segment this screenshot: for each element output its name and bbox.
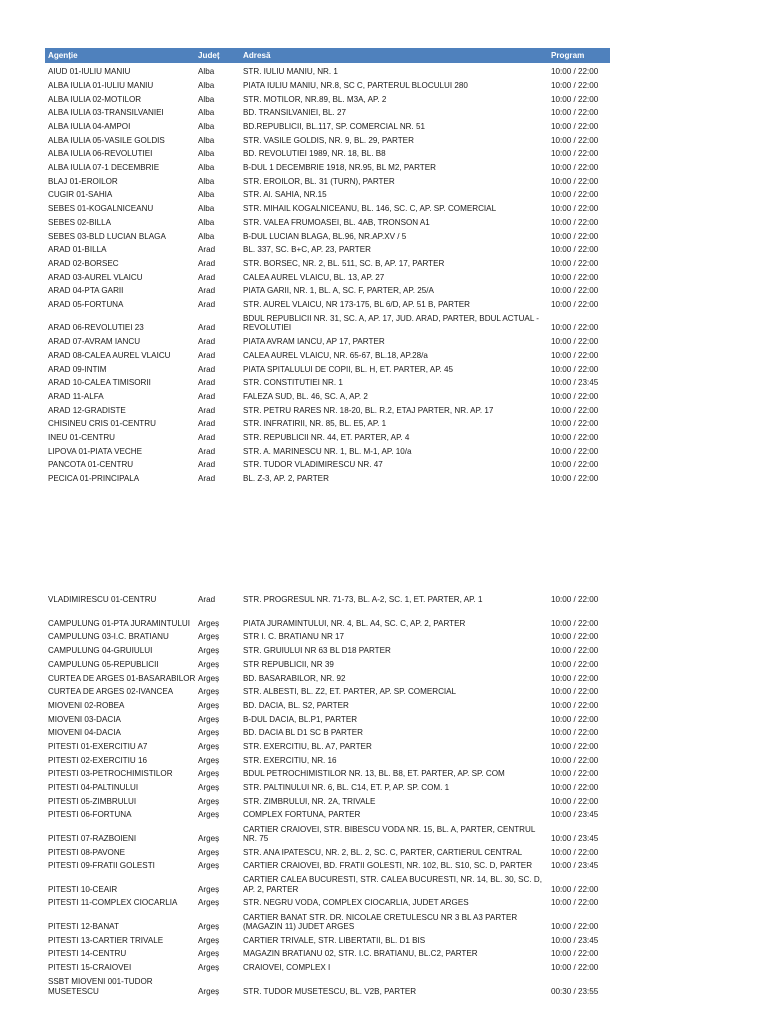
header-judet: Județ [195, 48, 240, 63]
cell-agentie: AIUD 01-IULIU MANIU [48, 67, 131, 77]
cell-adresa: B-DUL LUCIAN BLAGA, BL.96, NR.AP.XV / 5 [243, 231, 407, 241]
cell-program: 10:00 / 22:00 [551, 190, 599, 200]
cell-program: 10:00 / 22:00 [551, 446, 599, 456]
cell-adresa: CARTIER CRAIOVEI, STR. BIBESCU VODA NR. 15, BL. A, PARTER, CENTRUL NR. 75 [243, 824, 536, 843]
cell-program: 10:00 / 22:00 [551, 632, 599, 642]
cell-adresa: BD. TRANSILVANIEI, BL. 27 [243, 108, 347, 118]
cell-adresa: COMPLEX FORTUNA, PARTER [243, 810, 361, 820]
table-row [45, 697, 610, 711]
table-row [45, 642, 610, 656]
table-row [45, 894, 610, 908]
cell-judet: Argeș [198, 632, 220, 642]
table-row [45, 857, 610, 871]
table-row [45, 470, 610, 484]
cell-program: 10:00 / 22:00 [551, 755, 599, 765]
cell-judet: Arad [198, 337, 216, 347]
cell-program: 10:00 / 22:00 [551, 337, 599, 347]
cell-judet: Alba [198, 163, 215, 173]
cell-agentie: MIOVENI 02-ROBEA [48, 700, 125, 710]
cell-judet: Argeș [198, 728, 220, 738]
cell-agentie: PITESTI 06-FORTUNA [48, 810, 132, 820]
cell-adresa: STR. EXERCITIU, NR. 16 [243, 755, 337, 765]
cell-adresa: PIATA IULIU MANIU, NR.8, SC C, PARTERUL BLOCULUI 280 [243, 80, 468, 90]
cell-adresa: BL. 337, SC. B+C, AP. 23, PARTER [243, 245, 371, 255]
cell-program: 10:00 / 22:00 [551, 474, 599, 484]
table-row [45, 241, 610, 255]
cell-judet: Argeș [198, 847, 220, 857]
cell-judet: Alba [198, 80, 215, 90]
cell-adresa: STR. EXERCITIU, BL. A7, PARTER [243, 741, 372, 751]
cell-program: 10:00 / 23:45 [551, 378, 599, 388]
cell-agentie: CAMPULUNG 01-PTA JURAMINTULUI [48, 618, 190, 628]
cell-judet: Argeș [198, 935, 220, 945]
cell-agentie: MIOVENI 04-DACIA [48, 728, 121, 738]
table-row [45, 77, 610, 91]
cell-adresa: STR. IULIU MANIU, NR. 1 [243, 67, 338, 77]
cell-agentie: ARAD 08-CALEA AUREL VLAICU [48, 350, 171, 360]
table-row [45, 779, 610, 793]
cell-program: 10:00 / 22:00 [551, 618, 599, 628]
cell-adresa: STR. TUDOR MUSETESCU, BL. V2B, PARTER [243, 986, 417, 996]
cell-judet: Alba [198, 108, 215, 118]
cell-judet: Alba [198, 122, 215, 132]
cell-agentie: ARAD 05-FORTUNA [48, 299, 124, 309]
cell-program: 10:00 / 22:00 [551, 272, 599, 282]
table-row [45, 959, 610, 973]
cell-program: 10:00 / 22:00 [551, 728, 599, 738]
cell-agentie: PITESTI 09-FRATII GOLESTI [48, 861, 155, 871]
cell-judet: Argeș [198, 618, 220, 628]
cell-agentie: CAMPULUNG 04-GRUIULUI [48, 646, 153, 656]
table-row [45, 200, 610, 214]
cell-adresa: STR. GRUIULUI NR 63 BL D18 PARTER [243, 646, 391, 656]
table-row [45, 683, 610, 697]
cell-agentie: ARAD 03-AUREL VLAICU [48, 272, 143, 282]
table-row [45, 360, 610, 374]
cell-program: 10:00 / 22:00 [551, 204, 599, 214]
cell-agentie: CAMPULUNG 05-REPUBLICII [48, 659, 159, 669]
cell-program: 10:00 / 22:00 [551, 94, 599, 104]
cell-program: 10:00 / 22:00 [551, 700, 599, 710]
cell-adresa: STR. EROILOR, BL. 31 (TURN), PARTER [243, 176, 395, 186]
cell-agentie: CUGIR 01-SAHIA [48, 190, 113, 200]
cell-judet: Argeș [198, 884, 220, 894]
cell-judet: Argeș [198, 921, 220, 931]
table-row [45, 401, 610, 415]
cell-agentie: ARAD 10-CALEA TIMISORII [48, 378, 151, 388]
cell-agentie: SEBES 03-BLD LUCIAN BLAGA [48, 231, 166, 241]
cell-agentie: PITESTI 11-COMPLEX CIOCARLIA [48, 898, 178, 908]
cell-judet: Argeș [198, 986, 220, 996]
cell-agentie: ALBA IULIA 02-MOTILOR [48, 94, 142, 104]
cell-program: 10:00 / 22:00 [551, 364, 599, 374]
cell-agentie: LIPOVA 01-PIATA VECHE [48, 446, 143, 456]
cell-adresa: STR. ANA IPATESCU, NR. 2, BL. 2, SC. C, PARTER, CARTIERUL CENTRAL [243, 847, 523, 857]
cell-agentie: SEBES 02-BILLA [48, 217, 111, 227]
cell-program: 10:00 / 22:00 [551, 323, 599, 333]
cell-adresa: STR. INFRATIRII, NR. 85, BL. E5, AP. 1 [243, 419, 387, 429]
cell-agentie: BLAJ 01-EROILOR [48, 176, 118, 186]
cell-program: 10:00 / 22:00 [551, 231, 599, 241]
table-row [45, 724, 610, 738]
cell-program: 10:00 / 22:00 [551, 299, 599, 309]
agency-table-top [45, 48, 610, 483]
table-row [45, 255, 610, 269]
cell-adresa: B-DUL 1 DECEMBRIE 1918, NR.95, BL M2, PARTER [243, 163, 436, 173]
cell-program: 10:00 / 22:00 [551, 163, 599, 173]
cell-program: 10:00 / 22:00 [551, 595, 599, 605]
cell-agentie: ALBA IULIA 04-AMPOI [48, 122, 131, 132]
cell-judet: Argeș [198, 769, 220, 779]
cell-program: 10:00 / 23:45 [551, 810, 599, 820]
cell-judet: Argeș [198, 810, 220, 820]
cell-agentie: PITESTI 12-BANAT [48, 921, 119, 931]
cell-judet: Alba [198, 135, 215, 145]
cell-adresa: STR. BORSEC, NR. 2, BL. 511, SC. B, AP. 17, PARTER [243, 258, 445, 268]
cell-program: 10:00 / 22:00 [551, 949, 599, 959]
table-row [45, 347, 610, 361]
cell-program: 10:00 / 22:00 [551, 122, 599, 132]
cell-adresa: STR. ALBESTI, BL. Z2, ET. PARTER, AP. SP. COMERCIAL [243, 687, 457, 697]
cell-adresa: BDUL REPUBLICII NR. 31, SC. A, AP. 17, JUD. ARAD, PARTER, BDUL ACTUAL - REVOLUTIEI [243, 314, 539, 333]
cell-program: 10:00 / 22:00 [551, 286, 599, 296]
table-row [45, 333, 610, 347]
cell-program: 10:00 / 22:00 [551, 659, 599, 669]
cell-agentie: ALBA IULIA 01-IULIU MANIU [48, 80, 154, 90]
table-row [45, 931, 610, 945]
cell-adresa: STR. ZIMBRULUI, NR. 2A, TRIVALE [243, 796, 376, 806]
cell-agentie: MIOVENI 03-DACIA [48, 714, 121, 724]
cell-adresa: CARTIER TRIVALE, STR. LIBERTATII, BL. D1 BIS [243, 935, 426, 945]
cell-agentie: PITESTI 02-EXERCITIU 16 [48, 755, 147, 765]
table-row [45, 227, 610, 241]
cell-judet: Arad [198, 258, 216, 268]
cell-adresa: CALEA AUREL VLAICU, NR. 65-67, BL.18, AP.28/a [243, 350, 428, 360]
table-row [45, 118, 610, 132]
cell-program: 10:00 / 22:00 [551, 405, 599, 415]
cell-agentie: SEBES 01-KOGALNICEANU [48, 204, 154, 214]
cell-judet: Arad [198, 432, 216, 442]
table-header-row [45, 48, 610, 63]
cell-judet: Alba [198, 217, 215, 227]
cell-adresa: CARTIER CRAIOVEI, BD. FRATII GOLESTI, NR. 102, BL. S10, SC. D, PARTER [243, 861, 533, 871]
cell-agentie: PITESTI 05-ZIMBRULUI [48, 796, 137, 806]
table-row [45, 296, 610, 310]
cell-program: 10:00 / 23:45 [551, 935, 599, 945]
table-row [45, 309, 610, 333]
cell-judet: Argeș [198, 714, 220, 724]
cell-adresa: STR. CONSTITUTIEI NR. 1 [243, 378, 343, 388]
table-row [45, 843, 610, 857]
cell-program: 10:00 / 22:00 [551, 258, 599, 268]
cell-adresa: STR. PROGRESUL NR. 71-73, BL. A-2, SC. 1, ET. PARTER, AP. 1 [243, 595, 483, 605]
cell-program: 10:00 / 22:00 [551, 898, 599, 908]
table-row [45, 63, 610, 77]
cell-adresa: BD.REPUBLICII, BL.117, SP. COMERCIAL NR. 51 [243, 122, 426, 132]
cell-agentie: ARAD 02-BORSEC [48, 258, 119, 268]
cell-judet: Alba [198, 231, 215, 241]
cell-judet: Arad [198, 364, 216, 374]
cell-program: 10:00 / 22:00 [551, 217, 599, 227]
cell-judet: Arad [198, 419, 216, 429]
cell-agentie: PITESTI 13-CARTIER TRIVALE [48, 935, 164, 945]
table-body-top [45, 63, 610, 483]
cell-judet: Alba [198, 204, 215, 214]
cell-program: 10:00 / 23:45 [551, 833, 599, 843]
table-row [45, 669, 610, 683]
cell-adresa: BD. REVOLUTIEI 1989, NR. 18, BL. B8 [243, 149, 386, 159]
cell-program: 10:00 / 22:00 [551, 135, 599, 145]
cell-adresa: STR. PALTINULUI NR. 6, BL. C14, ET. P, AP. SP. COM. 1 [243, 783, 450, 793]
table-row [45, 765, 610, 779]
cell-program: 10:00 / 22:00 [551, 687, 599, 697]
cell-judet: Arad [198, 405, 216, 415]
cell-program: 10:00 / 22:00 [551, 391, 599, 401]
cell-judet: Alba [198, 190, 215, 200]
cell-judet: Argeș [198, 659, 220, 669]
cell-judet: Arad [198, 323, 216, 333]
cell-program: 00:30 / 23:55 [551, 986, 599, 996]
agency-table [45, 48, 610, 483]
table-row [45, 806, 610, 820]
cell-judet: Arad [198, 595, 216, 605]
cell-adresa: FALEZA SUD, BL. 46, SC. A, AP. 2 [243, 391, 368, 401]
cell-judet: Argeș [198, 833, 220, 843]
cell-adresa: STR. NEGRU VODA, COMPLEX CIOCARLIA, JUDET ARGES [243, 898, 469, 908]
cell-judet: Arad [198, 378, 216, 388]
table-row [45, 214, 610, 228]
cell-judet: Arad [198, 391, 216, 401]
cell-judet: Arad [198, 350, 216, 360]
cell-adresa: STR. Al. SAHIA, NR.15 [243, 190, 327, 200]
table-row [45, 945, 610, 959]
table-row [45, 429, 610, 443]
header-adresa: Adresă [240, 48, 548, 63]
cell-agentie: PANCOTA 01-CENTRU [48, 460, 134, 470]
cell-program: 10:00 / 22:00 [551, 963, 599, 973]
agency-table-continued [45, 591, 610, 996]
cell-program: 10:00 / 22:00 [551, 67, 599, 77]
cell-adresa: STR. PETRU RARES NR. 18-20, BL. R.2, ETAJ PARTER, NR. AP. 17 [243, 405, 494, 415]
cell-agentie: CURTEA DE ARGES 02-IVANCEA [48, 687, 174, 697]
cell-adresa: STR. A. MARINESCU NR. 1, BL. M-1, AP. 10/a [243, 446, 412, 456]
table-row [45, 456, 610, 470]
cell-judet: Argeș [198, 700, 220, 710]
table-row [45, 282, 610, 296]
cell-program: 10:00 / 22:00 [551, 350, 599, 360]
cell-agentie: CAMPULUNG 03-I.C. BRATIANU [48, 632, 169, 642]
table-row [45, 820, 610, 844]
cell-agentie: CURTEA DE ARGES 01-BASARABILOR [48, 673, 195, 683]
table-row [45, 751, 610, 765]
table-row [45, 972, 610, 996]
table-row [45, 442, 610, 456]
cell-adresa: PIATA AVRAM IANCU, AP 17, PARTER [243, 337, 385, 347]
cell-adresa: STR. MIHAIL KOGALNICEANU, BL. 146, SC. C, AP. SP. COMERCIAL [243, 204, 497, 214]
cell-adresa: PIATA GARII, NR. 1, BL. A, SC. F, PARTER, AP. 25/A [243, 286, 434, 296]
table-row [45, 186, 610, 200]
cell-agentie: SSBT MIOVENI 001-TUDOR MUSETESCU [48, 977, 153, 996]
cell-agentie: VLADIMIRESCU 01-CENTRU [48, 595, 157, 605]
cell-agentie: ARAD 11-ALFA [48, 391, 104, 401]
table-row [45, 591, 610, 605]
cell-adresa: BD. DACIA, BL. S2, PARTER [243, 700, 349, 710]
cell-agentie: ARAD 01-BILLA [48, 245, 107, 255]
cell-program: 10:00 / 23:45 [551, 861, 599, 871]
cell-adresa: CARTIER BANAT STR. DR. NICOLAE CRETULESCU NR 3 BL A3 PARTER (MAGAZIN 11) JUDET ARGES [243, 912, 518, 931]
cell-program: 10:00 / 22:00 [551, 921, 599, 931]
cell-program: 10:00 / 22:00 [551, 149, 599, 159]
cell-adresa: CARTIER CALEA BUCURESTI, STR. CALEA BUCURESTI, NR. 14, BL. 30, SC. D, AP. 2, PARTER [243, 875, 542, 894]
cell-agentie: ARAD 06-REVOLUTIEI 23 [48, 323, 144, 333]
cell-agentie: PITESTI 01-EXERCITIU A7 [48, 741, 148, 751]
cell-program: 10:00 / 22:00 [551, 714, 599, 724]
table-row [45, 628, 610, 642]
cell-agentie: INEU 01-CENTRU [48, 432, 116, 442]
cell-program: 10:00 / 22:00 [551, 460, 599, 470]
cell-judet: Alba [198, 94, 215, 104]
cell-adresa: PIATA SPITALULUI DE COPII, BL. H, ET. PARTER, AP. 45 [243, 364, 454, 374]
cell-agentie: PITESTI 07-RAZBOIENI [48, 833, 137, 843]
cell-judet: Arad [198, 245, 216, 255]
cell-adresa: BD. DACIA BL D1 SC B PARTER [243, 728, 363, 738]
cell-judet: Arad [198, 446, 216, 456]
cell-agentie: ARAD 12-GRADISTE [48, 405, 126, 415]
cell-judet: Argeș [198, 963, 220, 973]
cell-judet: Argeș [198, 646, 220, 656]
cell-judet: Argeș [198, 741, 220, 751]
cell-program: 10:00 / 22:00 [551, 847, 599, 857]
cell-adresa: BL. Z-3, AP. 2, PARTER [243, 474, 329, 484]
cell-agentie: ARAD 09-INTIM [48, 364, 107, 374]
header-program: Program [548, 48, 610, 63]
cell-agentie: PITESTI 14-CENTRU [48, 949, 127, 959]
cell-adresa: STR. MOTILOR, NR.89, BL. M3A, AP. 2 [243, 94, 387, 104]
cell-judet: Argeș [198, 796, 220, 806]
cell-agentie: ALBA IULIA 07-1 DECEMBRIE [48, 163, 160, 173]
cell-program: 10:00 / 22:00 [551, 673, 599, 683]
table-row [45, 738, 610, 752]
table-row [45, 131, 610, 145]
cell-adresa: BDUL PETROCHIMISTILOR NR. 13, BL. B8, ET. PARTER, AP. SP. COM [243, 769, 505, 779]
cell-adresa: BD. BASARABILOR, NR. 92 [243, 673, 346, 683]
cell-agentie: PITESTI 03-PETROCHIMISTILOR [48, 769, 173, 779]
cell-agentie: PITESTI 15-CRAIOVEI [48, 963, 132, 973]
table-row [45, 415, 610, 429]
cell-program: 10:00 / 22:00 [551, 741, 599, 751]
cell-judet: Arad [198, 474, 216, 484]
cell-program: 10:00 / 22:00 [551, 432, 599, 442]
cell-judet: Argeș [198, 673, 220, 683]
table-row [45, 605, 610, 629]
cell-adresa: STR. REPUBLICII NR. 44, ET. PARTER, AP. 4 [243, 432, 410, 442]
cell-adresa: PIATA JURAMINTULUI, NR. 4, BL. A4, SC. C, AP. 2, PARTER [243, 618, 466, 628]
table-row [45, 908, 610, 932]
cell-judet: Argeș [198, 755, 220, 765]
table-row [45, 173, 610, 187]
cell-program: 10:00 / 22:00 [551, 884, 599, 894]
cell-judet: Arad [198, 299, 216, 309]
table-row [45, 159, 610, 173]
cell-program: 10:00 / 22:00 [551, 108, 599, 118]
table-row [45, 268, 610, 282]
cell-agentie: ARAD 07-AVRAM IANCU [48, 337, 141, 347]
cell-agentie: ALBA IULIA 03-TRANSILVANIEI [48, 108, 164, 118]
cell-program: 10:00 / 22:00 [551, 646, 599, 656]
cell-adresa: STR. VASILE GOLDIS, NR. 9, BL. 29, PARTER [243, 135, 414, 145]
cell-judet: Argeș [198, 861, 220, 871]
cell-adresa: CALEA AUREL VLAICU, BL. 13, AP. 27 [243, 272, 385, 282]
cell-judet: Alba [198, 149, 215, 159]
cell-adresa: MAGAZIN BRATIANU 02, STR. I.C. BRATIANU, BL.C2, PARTER [243, 949, 478, 959]
table-row [45, 710, 610, 724]
table-row [45, 104, 610, 118]
cell-agentie: ARAD 04-PTA GARII [48, 286, 124, 296]
cell-judet: Arad [198, 272, 216, 282]
cell-adresa: STR. VALEA FRUMOASEI, BL. 4AB, TRONSON A1 [243, 217, 430, 227]
cell-program: 10:00 / 22:00 [551, 769, 599, 779]
cell-agentie: PITESTI 10-CEAIR [48, 884, 118, 894]
header-agentie: Agenție [45, 48, 195, 63]
table-row [45, 90, 610, 104]
cell-program: 10:00 / 22:00 [551, 796, 599, 806]
table-row [45, 656, 610, 670]
table-row [45, 871, 610, 895]
cell-adresa: B-DUL DACIA, BL.P1, PARTER [243, 714, 358, 724]
table-row [45, 145, 610, 159]
cell-program: 10:00 / 22:00 [551, 176, 599, 186]
cell-program: 10:00 / 22:00 [551, 419, 599, 429]
cell-judet: Arad [198, 460, 216, 470]
cell-program: 10:00 / 22:00 [551, 783, 599, 793]
cell-judet: Argeș [198, 783, 220, 793]
cell-agentie: PITESTI 08-PAVONE [48, 847, 126, 857]
table-body-bottom [45, 591, 610, 996]
cell-adresa: STR. AUREL VLAICU, NR 173-175, BL 6/D, AP. 51 B, PARTER [243, 299, 471, 309]
cell-agentie: PITESTI 04-PALTINULUI [48, 783, 139, 793]
cell-judet: Alba [198, 176, 215, 186]
cell-program: 10:00 / 22:00 [551, 245, 599, 255]
cell-adresa: STR. TUDOR VLADIMIRESCU NR. 47 [243, 460, 383, 470]
cell-judet: Alba [198, 67, 215, 77]
cell-adresa: CRAIOVEI, COMPLEX I [243, 963, 331, 973]
cell-agentie: PECICA 01-PRINCIPALA [48, 474, 140, 484]
cell-judet: Argeș [198, 898, 220, 908]
agency-table-bottom [45, 591, 610, 996]
cell-agentie: ALBA IULIA 06-REVOLUTIEI [48, 149, 153, 159]
table-row [45, 374, 610, 388]
cell-agentie: ALBA IULIA 05-VASILE GOLDIS [48, 135, 165, 145]
cell-agentie: CHISINEU CRIS 01-CENTRU [48, 419, 156, 429]
cell-judet: Arad [198, 286, 216, 296]
cell-judet: Argeș [198, 949, 220, 959]
table-row [45, 388, 610, 402]
table-row [45, 792, 610, 806]
cell-program: 10:00 / 22:00 [551, 80, 599, 90]
cell-judet: Argeș [198, 687, 220, 697]
cell-adresa: STR I. C. BRATIANU NR 17 [243, 632, 345, 642]
cell-adresa: STR REPUBLICII, NR 39 [243, 659, 334, 669]
